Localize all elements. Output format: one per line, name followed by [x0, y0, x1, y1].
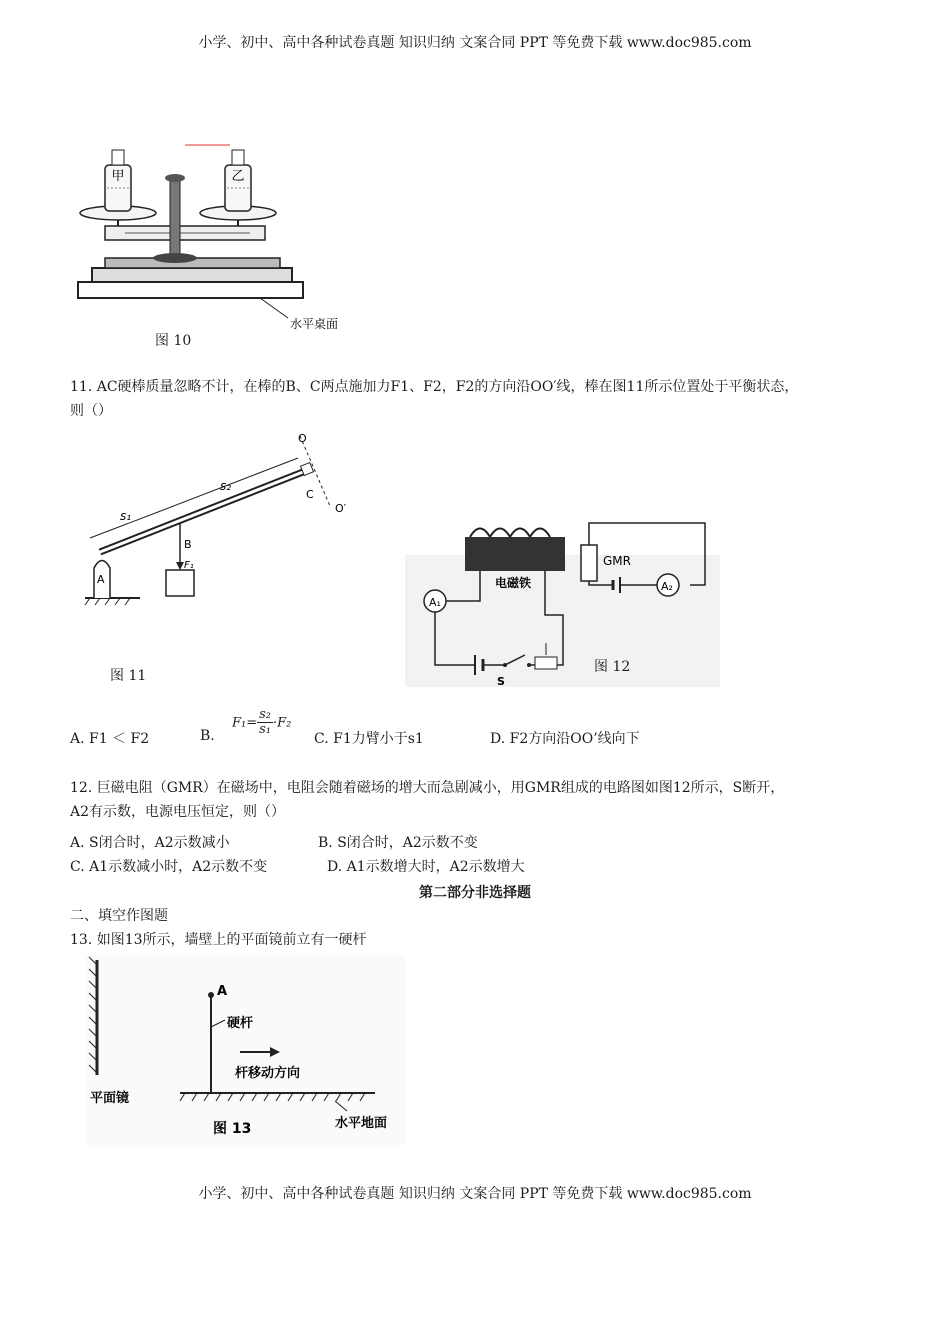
label-C: C: [306, 488, 314, 501]
rod-label: 硬杆: [227, 1016, 254, 1031]
formula-fraction: [257, 708, 273, 737]
page-header: 小学、初中、高中各种试卷真题 知识归纳 文案合同 PPT 等免费下载 www.doc985.com: [198, 35, 752, 51]
bottle-right-label: 乙: [231, 169, 245, 184]
page-footer: 小学、初中、高中各种试卷真题 知识归纳 文案合同 PPT 等免费下载 www.doc985.com: [198, 1186, 752, 1202]
question-11-text: 11. AC硬棒质量忽略不计，在棒的B、C两点施加力F1、F2，F2的方向沿OO′线，棒在图11所示位置处于平衡状态，: [70, 379, 799, 395]
q12-option-a: A. S闭合时，A2示数减小: [70, 835, 230, 851]
q12-option-d: D. A1示数增大时，A2示数增大: [327, 859, 525, 875]
figure-11-lever: [80, 428, 370, 608]
gmr-label: GMR: [603, 554, 631, 568]
question-13-text: 13. 如图13所示，墙壁上的平面镜前立有一硬杆: [70, 932, 367, 948]
formula-left: F₁=: [232, 715, 258, 731]
label-B: B: [184, 538, 192, 551]
q11-option-b-prefix: B.: [200, 728, 215, 744]
ground-label-13: 水平地面: [335, 1116, 388, 1131]
label-s1: s₁: [120, 509, 132, 523]
question-12-text-cont: A2有示数，电源电压恒定，则（）: [70, 804, 286, 820]
formula-denominator: s₁: [259, 722, 272, 737]
question-12-text: 12. 巨磁电阻（GMR）在磁场中，电阻会随着磁场的增大而急剧减小，用GMR组成的电路图如图12所示，S断开，: [70, 780, 785, 796]
q12-option-c: C. A1示数减小时，A2示数不变: [70, 859, 268, 875]
direction-label: 杆移动方向: [235, 1066, 301, 1081]
figure-10-caption: 图 10: [155, 333, 192, 349]
question-11-text-cont: 则（）: [70, 403, 112, 419]
label-O: O: [298, 432, 307, 445]
mirror-label: 平面镜: [90, 1091, 130, 1106]
bottle-left-label: 甲: [111, 169, 125, 184]
figure-13-mirror: [85, 955, 405, 1145]
ammeter-a2: A₂: [661, 580, 673, 593]
label-s2: s₂: [220, 479, 232, 493]
part-2-heading: 二、填空作图题: [70, 908, 168, 924]
q11-option-d: D. F2方向沿OO’线向下: [490, 731, 640, 747]
electromagnet-label: 电磁铁: [495, 576, 532, 590]
label-A-13: A: [217, 984, 228, 999]
figure-11-caption: 图 11: [110, 668, 147, 684]
section-2-title: 第二部分非选择题: [419, 885, 531, 901]
figure-10-balance: [70, 140, 380, 355]
q12-option-b: B. S闭合时，A2示数不变: [318, 835, 478, 851]
formula-right: ·F₂: [273, 715, 292, 731]
q11-option-a: A. F1 ＜ F2: [70, 731, 150, 747]
formula-numerator: s₂: [259, 707, 272, 722]
ground-label: 水平桌面: [290, 317, 339, 331]
label-O-prime: O′: [335, 502, 347, 515]
label-A: A: [97, 573, 105, 586]
figure-12-circuit: [405, 515, 720, 687]
label-F1: F₁: [184, 560, 194, 571]
figure-13-caption: 图 13: [213, 1121, 252, 1137]
q11-option-c: C. F1力臂小于s1: [314, 731, 424, 747]
ammeter-a1: A₁: [429, 596, 441, 609]
figure-12-caption: 图 12: [594, 659, 631, 675]
q11-option-b-formula: [232, 708, 291, 737]
switch-label: S: [497, 675, 505, 687]
